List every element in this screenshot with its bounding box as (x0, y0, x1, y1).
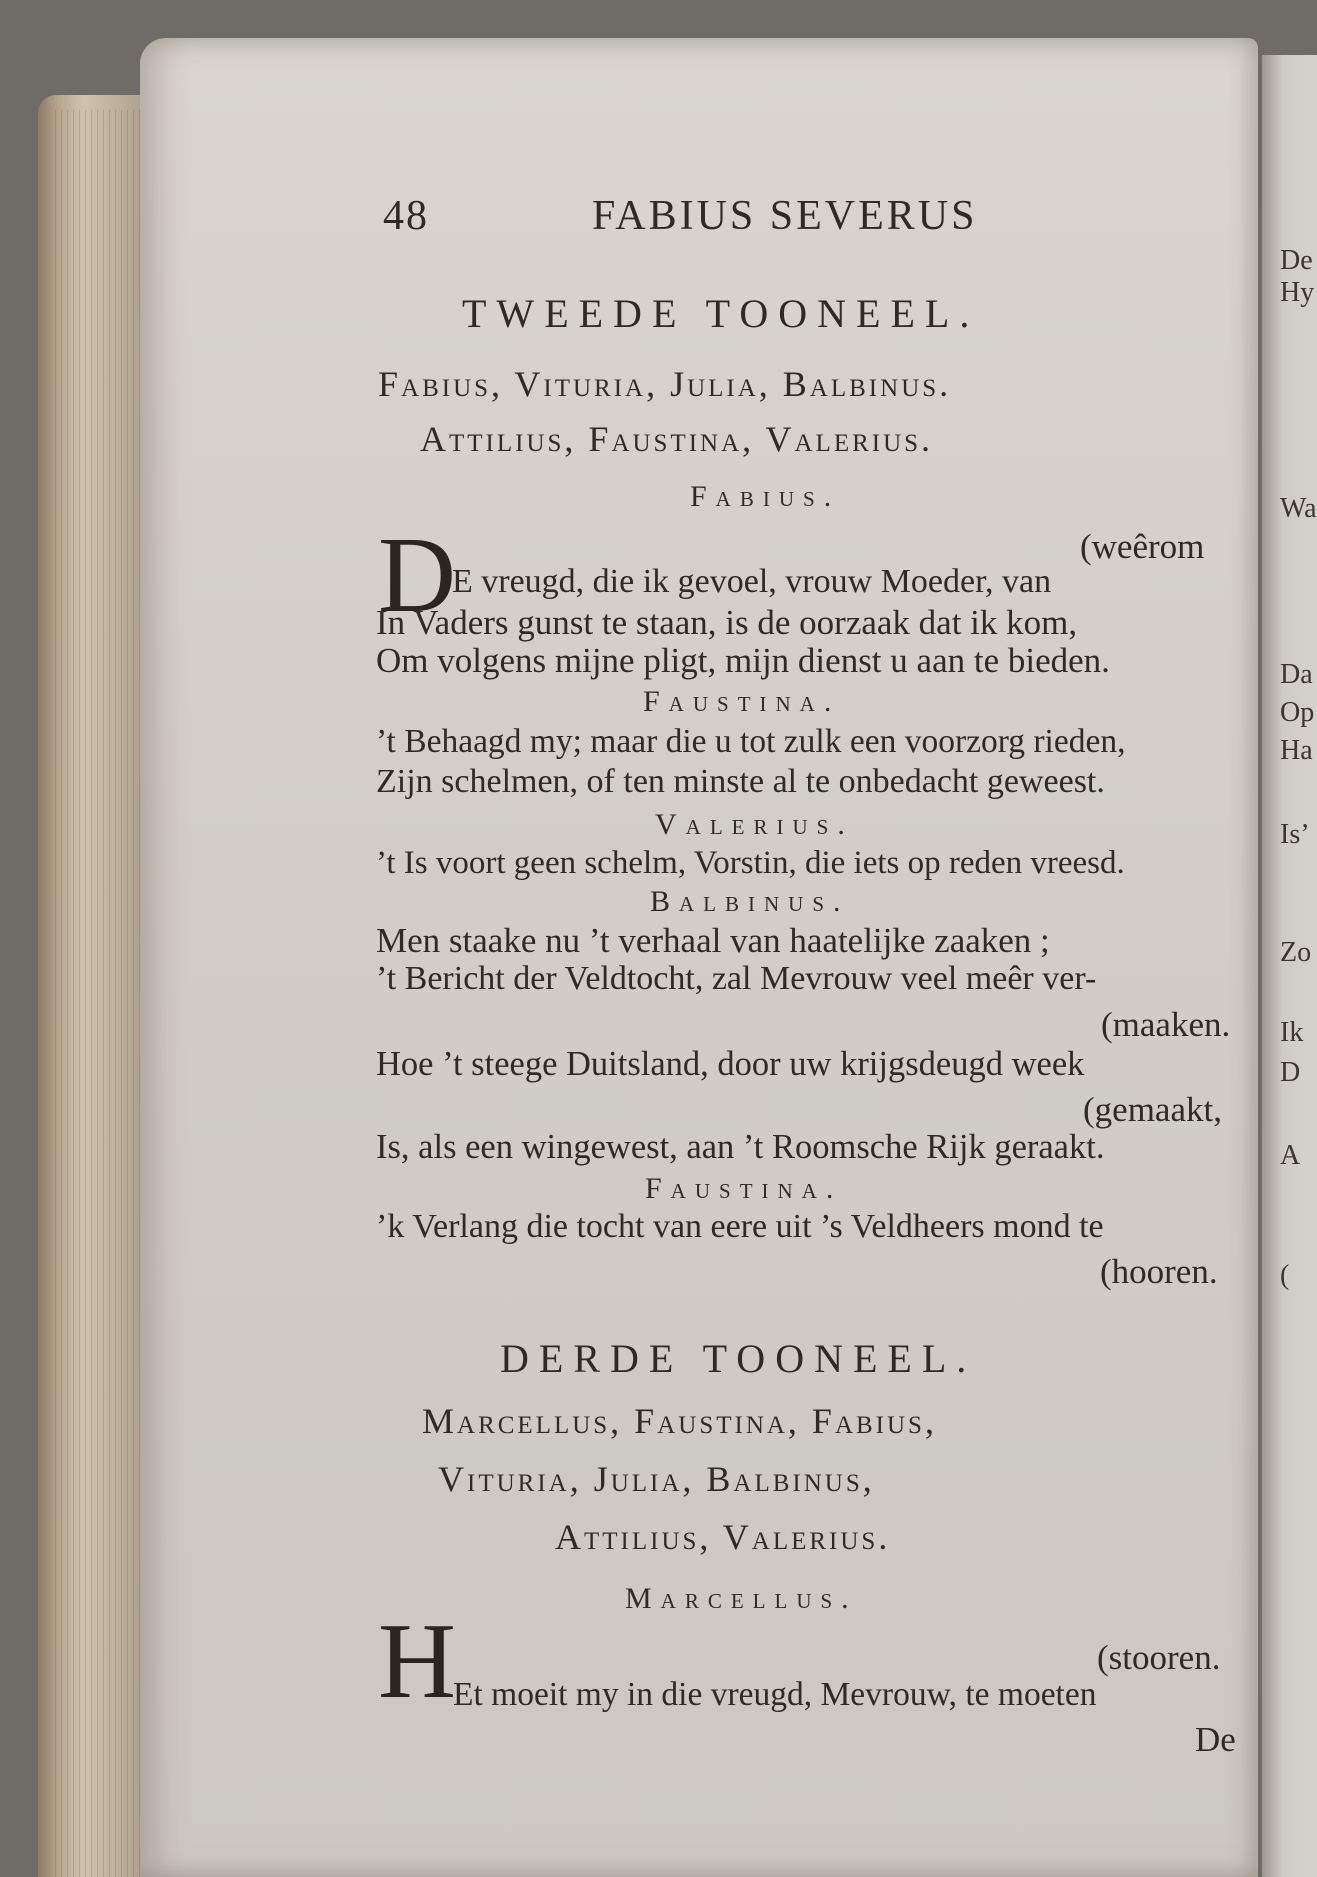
facing-fragment: Op (1280, 697, 1315, 728)
facing-fragment: Da (1280, 659, 1313, 690)
cast-list: Vituria, Julia, Balbinus, (438, 1459, 875, 1499)
facing-fragment: Wa (1280, 493, 1317, 524)
cast-list: Marcellus, Faustina, Fabius, (422, 1401, 937, 1441)
verse-line: Om volgens mijne pligt, mijn dienst u aan te bieden. (376, 641, 1110, 680)
verse-line: In Vaders gunst te staan, is de oorzaak dat ik kom, (376, 603, 1078, 642)
verse-line: ’t Behaagd my; maar die u tot zulk een voorzorg rieden, (376, 723, 1126, 760)
speaker-name: Balbinus. (650, 885, 850, 918)
verse-line: E vreugd, die ik gevoel, vrouw Moeder, van (452, 563, 1052, 600)
facing-fragment: ( (1280, 1260, 1290, 1291)
facing-fragment: Ha (1280, 735, 1313, 766)
facing-fragment: A (1280, 1140, 1301, 1171)
speaker-name: Faustina. (643, 685, 841, 718)
verse-overflow: (maaken. (1101, 1005, 1231, 1044)
scene-title: TWEEDE TOONEEL. (462, 291, 980, 336)
cast-list: Fabius, Vituria, Julia, Balbinus. (378, 364, 952, 404)
facing-fragment: Zo (1280, 937, 1312, 968)
speaker-name: Fabius. (690, 480, 841, 513)
speaker-name: Faustina. (645, 1172, 843, 1205)
page-number: 48 (383, 193, 429, 239)
running-title: FABIUS SEVERUS (592, 193, 978, 239)
catchword: De (1195, 1720, 1236, 1759)
page-edges-texture (55, 110, 150, 1877)
verse-overflow: (stooren. (1097, 1638, 1221, 1677)
verse-line: Men staake nu ’t verhaal van haatelijke zaaken ; (376, 921, 1050, 960)
cast-list: Attilius, Valerius. (555, 1517, 891, 1557)
facing-fragment: Is’ (1280, 819, 1310, 850)
drop-cap: H (378, 1602, 456, 1721)
scene-title: DERDE TOONEEL. (500, 1336, 977, 1381)
speaker-name: Marcellus. (625, 1582, 858, 1615)
facing-fragment: D (1280, 1057, 1301, 1088)
verse-line: ’t Bericht der Veldtocht, zal Mevrouw veel meêr ver- (376, 960, 1097, 997)
speaker-name: Valerius. (655, 808, 854, 841)
facing-fragment: Hy (1280, 277, 1315, 308)
facing-fragment: De (1280, 245, 1313, 276)
verse-line: Hoe ’t steege Duitsland, door uw krijgsdeugd week (376, 1045, 1085, 1083)
verse-line: Zijn schelmen, of ten minste al te onbedacht geweest. (376, 763, 1105, 800)
verse-line: ’k Verlang die tocht van eere uit ’s Veldheers mond te (376, 1208, 1104, 1245)
drop-cap: D (378, 516, 456, 635)
verse-line: Is, als een wingewest, aan ’t Roomsche Rijk geraakt. (376, 1128, 1105, 1166)
cast-list: Attilius, Faustina, Valerius. (420, 419, 934, 459)
verse-overflow: (weêrom (1080, 527, 1205, 566)
facing-page-sliver (1262, 55, 1317, 1877)
verse-line: Et moeit my in die vreugd, Mevrouw, te moeten (453, 1676, 1097, 1713)
verse-overflow: (hooren. (1100, 1252, 1218, 1291)
facing-fragment: Ik (1280, 1017, 1304, 1048)
verse-overflow: (gemaakt, (1083, 1090, 1222, 1129)
verse-line: ’t Is voort geen schelm, Vorstin, die iets op reden vreesd. (376, 845, 1125, 881)
